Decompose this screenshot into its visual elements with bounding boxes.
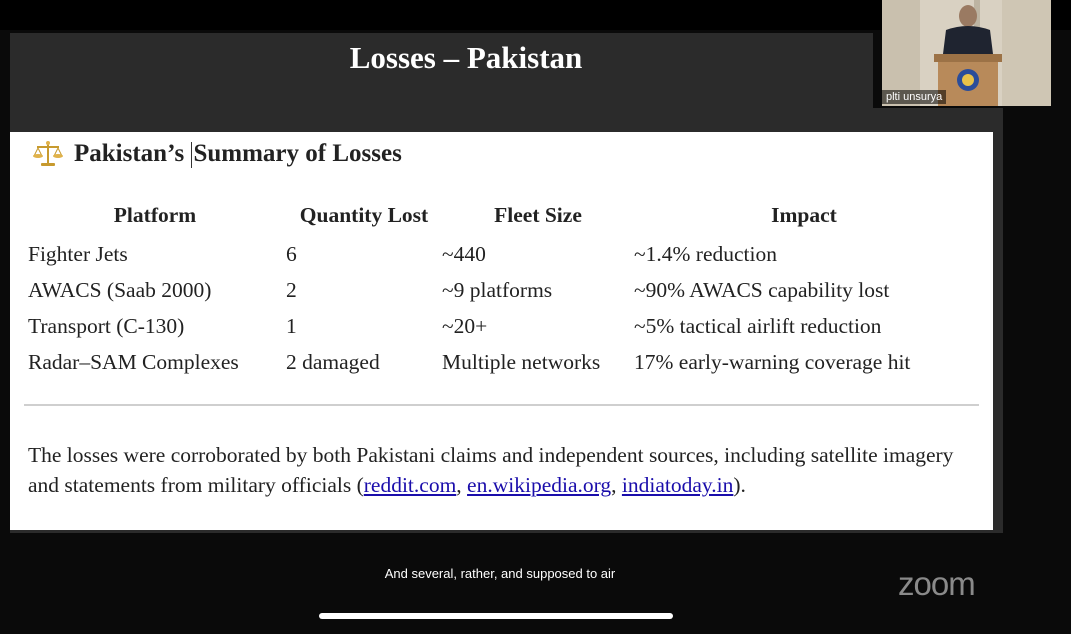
column-header-impact: Impact (771, 202, 837, 227)
table-cell: ~20+ (442, 313, 488, 338)
table-cell: ~1.4% reduction (634, 241, 777, 266)
table-row (24, 308, 974, 344)
table-cell: 1 (286, 313, 297, 338)
table-row (24, 344, 974, 380)
table-row (24, 236, 974, 272)
heading-text-prefix: Pakistan’s (74, 139, 191, 167)
slide-title: Losses – Pakistan (349, 40, 583, 75)
separator: , (456, 473, 468, 497)
participant-name-label: plti unsurya (882, 90, 946, 104)
table-header-row (24, 202, 974, 236)
losses-table (24, 202, 974, 380)
balance-scale-icon (32, 138, 64, 170)
table-cell: Multiple networks (442, 349, 601, 374)
column-header-quantity: Quantity Lost (299, 202, 429, 227)
separator: , (611, 473, 622, 497)
document-heading (32, 138, 402, 170)
table-cell: ~9 platforms (442, 277, 553, 302)
zoom-logo: zoom (898, 565, 975, 602)
participant-video-tile[interactable] (882, 0, 1051, 106)
document-panel (10, 132, 993, 530)
table-cell: Fighter Jets (28, 241, 128, 266)
source-link-wikipedia[interactable]: en.wikipedia.org (467, 473, 612, 497)
table-cell: 17% early-warning coverage hit (634, 349, 911, 374)
column-header-platform: Platform (113, 202, 197, 227)
table-cell: AWACS (Saab 2000) (28, 277, 212, 302)
source-link-reddit[interactable]: reddit.com (363, 473, 457, 497)
table-cell: 6 (286, 241, 297, 266)
paragraph-end: ). (733, 473, 746, 497)
table-cell: 2 damaged (286, 349, 380, 374)
table-cell: ~440 (442, 241, 486, 266)
paragraph-text: The losses were corroborated by both Pakistani claims and independent sources, including satellite imagery and statements from military officials ( (28, 443, 954, 497)
live-caption: And several, rather, and supposed to air (384, 566, 616, 581)
column-header-fleet: Fleet Size (494, 202, 582, 227)
table-row (24, 272, 974, 308)
table-cell: Radar–SAM Complexes (28, 349, 239, 374)
table-cell: 2 (286, 277, 297, 302)
table-cell: ~5% tactical airlift reduction (634, 313, 882, 338)
table-cell: ~90% AWACS capability lost (634, 277, 890, 302)
source-paragraph (28, 440, 978, 500)
table-cell: Transport (C-130) (28, 313, 185, 338)
home-indicator[interactable] (319, 613, 673, 619)
source-link-indiatoday[interactable]: indiatoday.in (621, 473, 734, 497)
heading-text-suffix: Summary of Losses (193, 139, 402, 167)
horizontal-divider (24, 404, 979, 406)
